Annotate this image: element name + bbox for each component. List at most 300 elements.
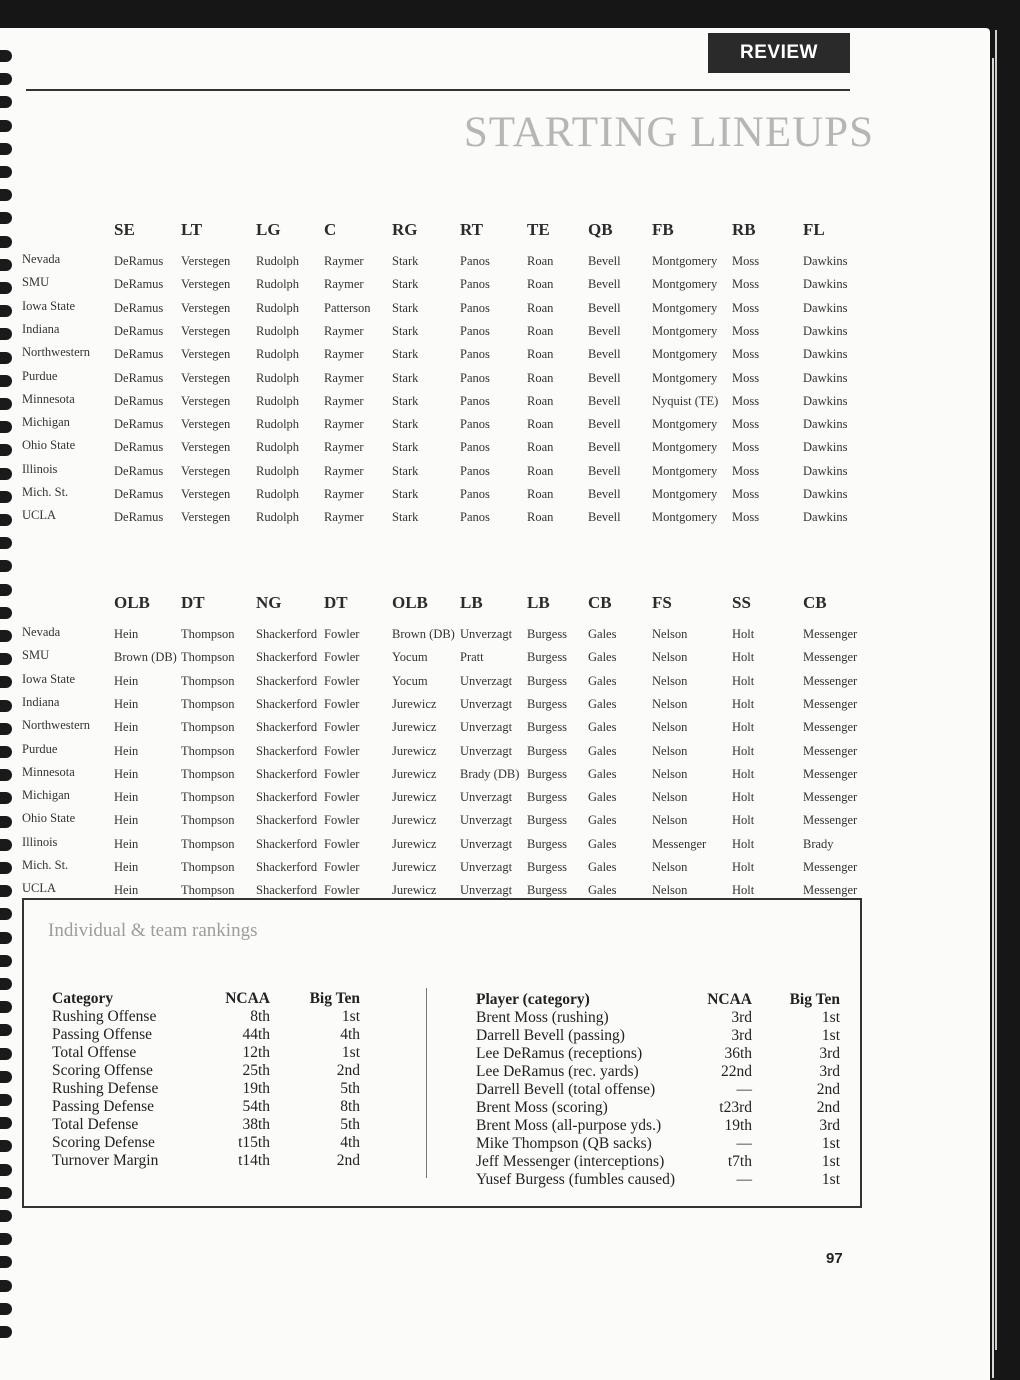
player-cell: Holt: [732, 650, 755, 665]
spiral-ring: [0, 1001, 12, 1013]
position-header: LB: [460, 593, 483, 612]
ranking-category: Turnover Margin: [52, 1152, 159, 1169]
rankings-header: NCAA: [707, 991, 752, 1008]
spiral-ring: [0, 560, 12, 572]
player-cell: Jurewicz: [392, 696, 437, 711]
spiral-ring: [0, 259, 12, 271]
player-cell: Stark: [392, 393, 419, 408]
player-cell: Verstegen: [181, 510, 231, 525]
player-cell: Unverzagt: [460, 743, 513, 758]
opponent-label: Nevada: [22, 625, 61, 639]
player-cell: Stark: [392, 370, 419, 385]
opponent-label: Minnesota: [22, 764, 75, 779]
player-cell: Thompson: [181, 743, 235, 758]
spiral-ring: [0, 1256, 12, 1268]
spiral-ring: [0, 816, 12, 828]
player-cell: Gales: [588, 860, 617, 874]
player-cell: Shackerford: [256, 696, 318, 711]
player-cell: Hein: [114, 883, 139, 898]
player-cell: Fowler: [324, 836, 360, 851]
player-cell: Jurewicz: [392, 720, 437, 735]
player-cell: Nelson: [652, 696, 688, 711]
ranking-category: Jeff Messenger (interceptions): [476, 1153, 665, 1170]
player-cell: Shackerford: [256, 766, 318, 781]
player-cell: Shackerford: [256, 813, 318, 828]
spiral-ring: [0, 1280, 12, 1292]
ranking-ncaa: —: [736, 1081, 752, 1098]
player-cell: Nelson: [652, 673, 688, 688]
player-cell: Nelson: [652, 720, 688, 735]
ranking-bigten: 2nd: [336, 1062, 360, 1079]
player-cell: Montgomery: [652, 440, 718, 455]
opponent-label: Northwestern: [22, 718, 91, 733]
player-cell: Roan: [527, 440, 554, 455]
rankings-header: Player (category): [476, 991, 590, 1008]
spiral-ring: [0, 212, 12, 224]
player-cell: Roan: [527, 323, 554, 338]
player-cell: Nelson: [652, 743, 688, 758]
player-cell: Hein: [114, 836, 139, 851]
player-cell: Unverzagt: [460, 696, 513, 711]
player-cell: Messenger: [803, 743, 858, 758]
player-cell: Moss: [732, 393, 760, 408]
opponent-label: Minnesota: [22, 391, 75, 406]
rankings-header: Big Ten: [309, 990, 360, 1007]
player-cell: Jurewicz: [392, 813, 437, 828]
ranking-bigten: 1st: [341, 1044, 360, 1061]
player-cell: Fowler: [324, 860, 360, 874]
position-header: CB: [803, 593, 827, 612]
rankings-divider: [426, 988, 427, 1178]
player-cell: Fowler: [324, 720, 360, 735]
player-cell: Fowler: [324, 766, 360, 781]
page-number: 97: [826, 1250, 843, 1267]
ranking-category: Passing Defense: [52, 1098, 155, 1115]
ranking-bigten: 5th: [340, 1080, 360, 1097]
player-cell: Messenger: [803, 650, 858, 665]
opponent-label: Purdue: [22, 741, 58, 756]
opponent-label: UCLA: [22, 508, 57, 523]
player-cell: Gales: [588, 766, 617, 781]
player-cell: Moss: [732, 300, 760, 315]
player-cell: Thompson: [181, 650, 235, 665]
spiral-ring: [0, 305, 12, 317]
player-cell: Nelson: [652, 813, 688, 828]
player-cell: Pratt: [460, 650, 484, 665]
player-cell: Rudolph: [256, 323, 300, 338]
player-cell: Verstegen: [181, 440, 231, 455]
player-cell: Dawkins: [803, 254, 848, 268]
player-cell: Holt: [732, 790, 755, 805]
player-cell: Brady (DB): [460, 766, 520, 781]
player-cell: Thompson: [181, 627, 235, 641]
player-cell: Hein: [114, 860, 139, 874]
spiral-ring: [0, 932, 12, 944]
spiral-ring: [0, 468, 12, 480]
position-header: DT: [324, 593, 348, 612]
player-cell: Panos: [460, 300, 490, 315]
opponent-label: Mich. St.: [22, 858, 69, 872]
player-cell: Verstegen: [181, 347, 231, 362]
ranking-bigten: 1st: [821, 1153, 840, 1170]
ranking-category: Yusef Burgess (fumbles caused): [476, 1171, 676, 1188]
ranking-category: Passing Offense: [52, 1026, 153, 1043]
player-cell: Jurewicz: [392, 743, 437, 758]
player-cell: DeRamus: [114, 254, 164, 268]
player-cell: Jurewicz: [392, 766, 437, 781]
player-cell: Rudolph: [256, 440, 300, 455]
player-cell: Burgess: [527, 813, 568, 828]
player-cell: DeRamus: [114, 347, 164, 362]
player-cell: Raymer: [324, 440, 364, 455]
player-cell: Roan: [527, 347, 554, 362]
page-edge: [992, 58, 994, 1378]
player-cell: Dawkins: [803, 347, 848, 362]
player-cell: Gales: [588, 720, 617, 735]
player-cell: Thompson: [181, 720, 235, 735]
spiral-ring: [0, 607, 12, 619]
player-cell: Panos: [460, 347, 490, 362]
spiral-ring: [0, 491, 12, 503]
rankings-header: NCAA: [225, 990, 270, 1007]
player-cell: Fowler: [324, 813, 360, 828]
player-cell: Shackerford: [256, 883, 318, 898]
player-cell: Patterson: [324, 300, 371, 315]
spiral-ring: [0, 630, 12, 642]
player-cell: Messenger: [803, 860, 858, 874]
player-cell: Roan: [527, 417, 554, 432]
ranking-bigten: 4th: [340, 1134, 360, 1151]
player-cell: Rudolph: [256, 300, 300, 315]
player-cell: Stark: [392, 323, 419, 338]
player-cell: DeRamus: [114, 440, 164, 455]
player-cell: DeRamus: [114, 510, 164, 525]
player-cell: Montgomery: [652, 254, 718, 268]
player-cell: Rudolph: [256, 417, 300, 432]
ranking-ncaa: t23rd: [719, 1099, 752, 1116]
player-cell: Shackerford: [256, 650, 318, 665]
player-cell: Panos: [460, 393, 490, 408]
player-cell: Brown (DB): [114, 650, 177, 665]
ranking-category: Total Defense: [52, 1116, 139, 1133]
player-cell: Burgess: [527, 627, 568, 641]
ranking-ncaa: t15th: [238, 1134, 270, 1151]
opponent-label: Illinois: [22, 834, 58, 849]
player-cell: Thompson: [181, 673, 235, 688]
spiral-ring: [0, 50, 12, 62]
ranking-bigten: 2nd: [816, 1099, 840, 1116]
opponent-label: Michigan: [22, 415, 70, 430]
player-cell: Roan: [527, 254, 554, 268]
player-cell: Dawkins: [803, 393, 848, 408]
ranking-bigten: 2nd: [336, 1152, 360, 1169]
player-cell: Roan: [527, 393, 554, 408]
spiral-ring: [0, 885, 12, 897]
player-cell: Messenger: [803, 790, 858, 805]
player-cell: Dawkins: [803, 440, 848, 455]
ranking-ncaa: 54th: [242, 1098, 270, 1115]
spiral-ring: [0, 839, 12, 851]
player-cell: Stark: [392, 417, 419, 432]
player-cell: Gales: [588, 836, 617, 851]
spiral-ring: [0, 1071, 12, 1083]
ranking-category: Darrell Bevell (passing): [476, 1027, 625, 1044]
player-cell: Panos: [460, 417, 490, 432]
player-cell: Moss: [732, 323, 760, 338]
player-cell: Bevell: [588, 370, 621, 385]
player-cell: Holt: [732, 743, 755, 758]
player-cell: Moss: [732, 347, 760, 362]
player-cell: Verstegen: [181, 393, 231, 408]
player-cell: Moss: [732, 254, 760, 268]
ranking-category: Total Offense: [52, 1044, 137, 1061]
player-cell: DeRamus: [114, 370, 164, 385]
position-header: FS: [652, 593, 672, 612]
player-cell: Roan: [527, 300, 554, 315]
opponent-label: Indiana: [22, 321, 60, 336]
player-cell: Nelson: [652, 650, 688, 665]
player-cell: Stark: [392, 254, 419, 268]
player-cell: Thompson: [181, 766, 235, 781]
player-cell: Verstegen: [181, 417, 231, 432]
player-cell: Hein: [114, 720, 139, 735]
spiral-ring: [0, 1233, 12, 1245]
position-header: FL: [803, 220, 825, 239]
player-cell: Gales: [588, 883, 617, 898]
player-cell: Shackerford: [256, 673, 318, 688]
player-cell: Rudolph: [256, 254, 300, 268]
player-cell: Dawkins: [803, 463, 848, 478]
player-cell: Rudolph: [256, 277, 300, 292]
ranking-category: Rushing Offense: [52, 1008, 157, 1025]
position-header: RB: [732, 220, 756, 239]
player-cell: Messenger: [803, 720, 858, 735]
player-cell: Moss: [732, 277, 760, 292]
player-cell: Raymer: [324, 393, 364, 408]
ranking-bigten: 4th: [340, 1026, 360, 1043]
ranking-bigten: 1st: [821, 1171, 840, 1188]
player-cell: Fowler: [324, 627, 360, 641]
opponent-label: UCLA: [22, 881, 57, 896]
ranking-bigten: 3rd: [819, 1045, 840, 1062]
ranking-bigten: 1st: [821, 1135, 840, 1152]
player-cell: Moss: [732, 510, 760, 525]
player-cell: Panos: [460, 370, 490, 385]
player-cell: Rudolph: [256, 393, 300, 408]
position-header: LB: [527, 593, 550, 612]
header-rule: [26, 89, 850, 91]
position-header: RT: [460, 220, 484, 239]
ranking-ncaa: 8th: [250, 1008, 270, 1025]
position-header: C: [324, 220, 337, 239]
spiral-ring: [0, 1187, 12, 1199]
spiral-ring: [0, 1303, 12, 1315]
ranking-bigten: 3rd: [819, 1117, 840, 1134]
player-cell: Burgess: [527, 720, 568, 735]
spiral-ring: [0, 537, 12, 549]
player-cell: Holt: [732, 813, 755, 828]
opponent-label: Ohio State: [22, 438, 76, 453]
player-cell: Shackerford: [256, 836, 318, 851]
player-cell: Gales: [588, 743, 617, 758]
player-cell: Montgomery: [652, 487, 718, 501]
player-cell: Unverzagt: [460, 720, 513, 735]
position-header: SE: [114, 220, 135, 239]
player-cell: Shackerford: [256, 720, 318, 735]
player-cell: Holt: [732, 860, 755, 874]
player-cell: Raymer: [324, 254, 364, 268]
ranking-ncaa: 25th: [242, 1062, 270, 1079]
spiral-ring: [0, 584, 12, 596]
player-cell: Unverzagt: [460, 860, 513, 874]
player-cell: Fowler: [324, 743, 360, 758]
player-cell: Holt: [732, 766, 755, 781]
player-cell: Roan: [527, 370, 554, 385]
ranking-category: Scoring Offense: [52, 1062, 153, 1079]
ranking-bigten: 1st: [821, 1027, 840, 1044]
player-cell: Stark: [392, 300, 419, 315]
player-cell: Roan: [527, 463, 554, 478]
spiral-ring: [0, 1094, 12, 1106]
player-cell: Gales: [588, 696, 617, 711]
player-cell: Montgomery: [652, 370, 718, 385]
player-cell: Bevell: [588, 323, 621, 338]
player-cell: Nelson: [652, 627, 688, 641]
opponent-label: Illinois: [22, 461, 58, 476]
spiral-ring: [0, 862, 12, 874]
player-cell: Burgess: [527, 790, 568, 805]
rankings-title: Individual & team rankings: [48, 920, 258, 941]
player-cell: Fowler: [324, 673, 360, 688]
spiral-ring: [0, 514, 12, 526]
player-cell: Unverzagt: [460, 883, 513, 898]
player-cell: Bevell: [588, 347, 621, 362]
player-cell: Messenger: [803, 673, 858, 688]
rankings-box: [22, 898, 862, 1208]
player-cell: Stark: [392, 463, 419, 478]
spiral-ring: [0, 955, 12, 967]
player-cell: Thompson: [181, 883, 235, 898]
player-cell: Hein: [114, 790, 139, 805]
ranking-ncaa: —: [736, 1135, 752, 1152]
spiral-ring: [0, 444, 12, 456]
player-cell: Moss: [732, 370, 760, 385]
player-cell: Bevell: [588, 510, 621, 525]
player-cell: Hein: [114, 673, 139, 688]
ranking-category: Scoring Defense: [52, 1134, 155, 1151]
spiral-ring: [0, 143, 12, 155]
player-cell: Verstegen: [181, 300, 231, 315]
player-cell: DeRamus: [114, 487, 164, 501]
ranking-bigten: 1st: [821, 1009, 840, 1026]
spiral-ring: [0, 398, 12, 410]
player-cell: Hein: [114, 766, 139, 781]
spiral-ring: [0, 421, 12, 433]
player-cell: Stark: [392, 347, 419, 362]
player-cell: Burgess: [527, 836, 568, 851]
ranking-ncaa: 3rd: [731, 1009, 752, 1026]
player-cell: Stark: [392, 487, 419, 501]
spiral-ring: [0, 723, 12, 735]
spiral-ring: [0, 978, 12, 990]
player-cell: Fowler: [324, 696, 360, 711]
player-cell: Rudolph: [256, 463, 300, 478]
ranking-category: Rushing Defense: [52, 1080, 159, 1097]
player-cell: Montgomery: [652, 277, 718, 292]
opponent-label: SMU: [22, 648, 50, 663]
player-cell: Holt: [732, 627, 755, 641]
opponent-label: SMU: [22, 275, 50, 290]
player-cell: Montgomery: [652, 463, 718, 478]
position-header: TE: [527, 220, 550, 239]
spiral-ring: [0, 700, 12, 712]
player-cell: Fowler: [324, 790, 360, 805]
player-cell: Moss: [732, 417, 760, 432]
ranking-ncaa: 19th: [242, 1080, 270, 1097]
player-cell: Gales: [588, 673, 617, 688]
player-cell: Burgess: [527, 743, 568, 758]
player-cell: Nelson: [652, 766, 688, 781]
ranking-ncaa: 19th: [724, 1117, 752, 1134]
player-cell: Raymer: [324, 510, 364, 525]
player-cell: Stark: [392, 277, 419, 292]
player-cell: Gales: [588, 790, 617, 805]
player-cell: Unverzagt: [460, 673, 513, 688]
spiral-ring: [0, 908, 12, 920]
player-cell: Holt: [732, 673, 755, 688]
player-cell: Hein: [114, 696, 139, 711]
player-cell: Dawkins: [803, 417, 848, 432]
player-cell: Montgomery: [652, 300, 718, 315]
opponent-label: Purdue: [22, 368, 58, 383]
player-cell: Shackerford: [256, 860, 318, 874]
ranking-bigten: 5th: [340, 1116, 360, 1133]
player-cell: Dawkins: [803, 487, 848, 501]
player-cell: Jurewicz: [392, 790, 437, 805]
player-cell: Brown (DB): [392, 627, 455, 641]
player-cell: Raymer: [324, 463, 364, 478]
player-cell: Jurewicz: [392, 860, 437, 874]
ranking-bigten: 2nd: [816, 1081, 840, 1098]
player-cell: DeRamus: [114, 463, 164, 478]
position-header: FB: [652, 220, 674, 239]
player-cell: Verstegen: [181, 487, 231, 501]
opponent-label: Mich. St.: [22, 485, 69, 499]
player-cell: Burgess: [527, 860, 568, 874]
player-cell: Yocum: [392, 650, 428, 665]
ranking-ncaa: 36th: [724, 1045, 752, 1062]
ranking-category: Darrell Bevell (total offense): [476, 1081, 656, 1098]
player-cell: Burgess: [527, 766, 568, 781]
player-cell: Messenger: [803, 813, 858, 828]
player-cell: Raymer: [324, 347, 364, 362]
ranking-ncaa: 12th: [242, 1044, 270, 1061]
player-cell: Jurewicz: [392, 836, 437, 851]
player-cell: Bevell: [588, 277, 621, 292]
player-cell: Yocum: [392, 673, 428, 688]
opponent-label: Ohio State: [22, 811, 76, 826]
player-cell: Unverzagt: [460, 813, 513, 828]
spiral-ring: [0, 1024, 12, 1036]
player-cell: Panos: [460, 463, 490, 478]
spiral-ring: [0, 236, 12, 248]
player-cell: Raymer: [324, 417, 364, 432]
player-cell: Montgomery: [652, 510, 718, 525]
spiral-ring: [0, 1326, 12, 1338]
player-cell: Dawkins: [803, 510, 848, 525]
opponent-label: Indiana: [22, 694, 60, 709]
position-header: OLB: [114, 593, 150, 612]
